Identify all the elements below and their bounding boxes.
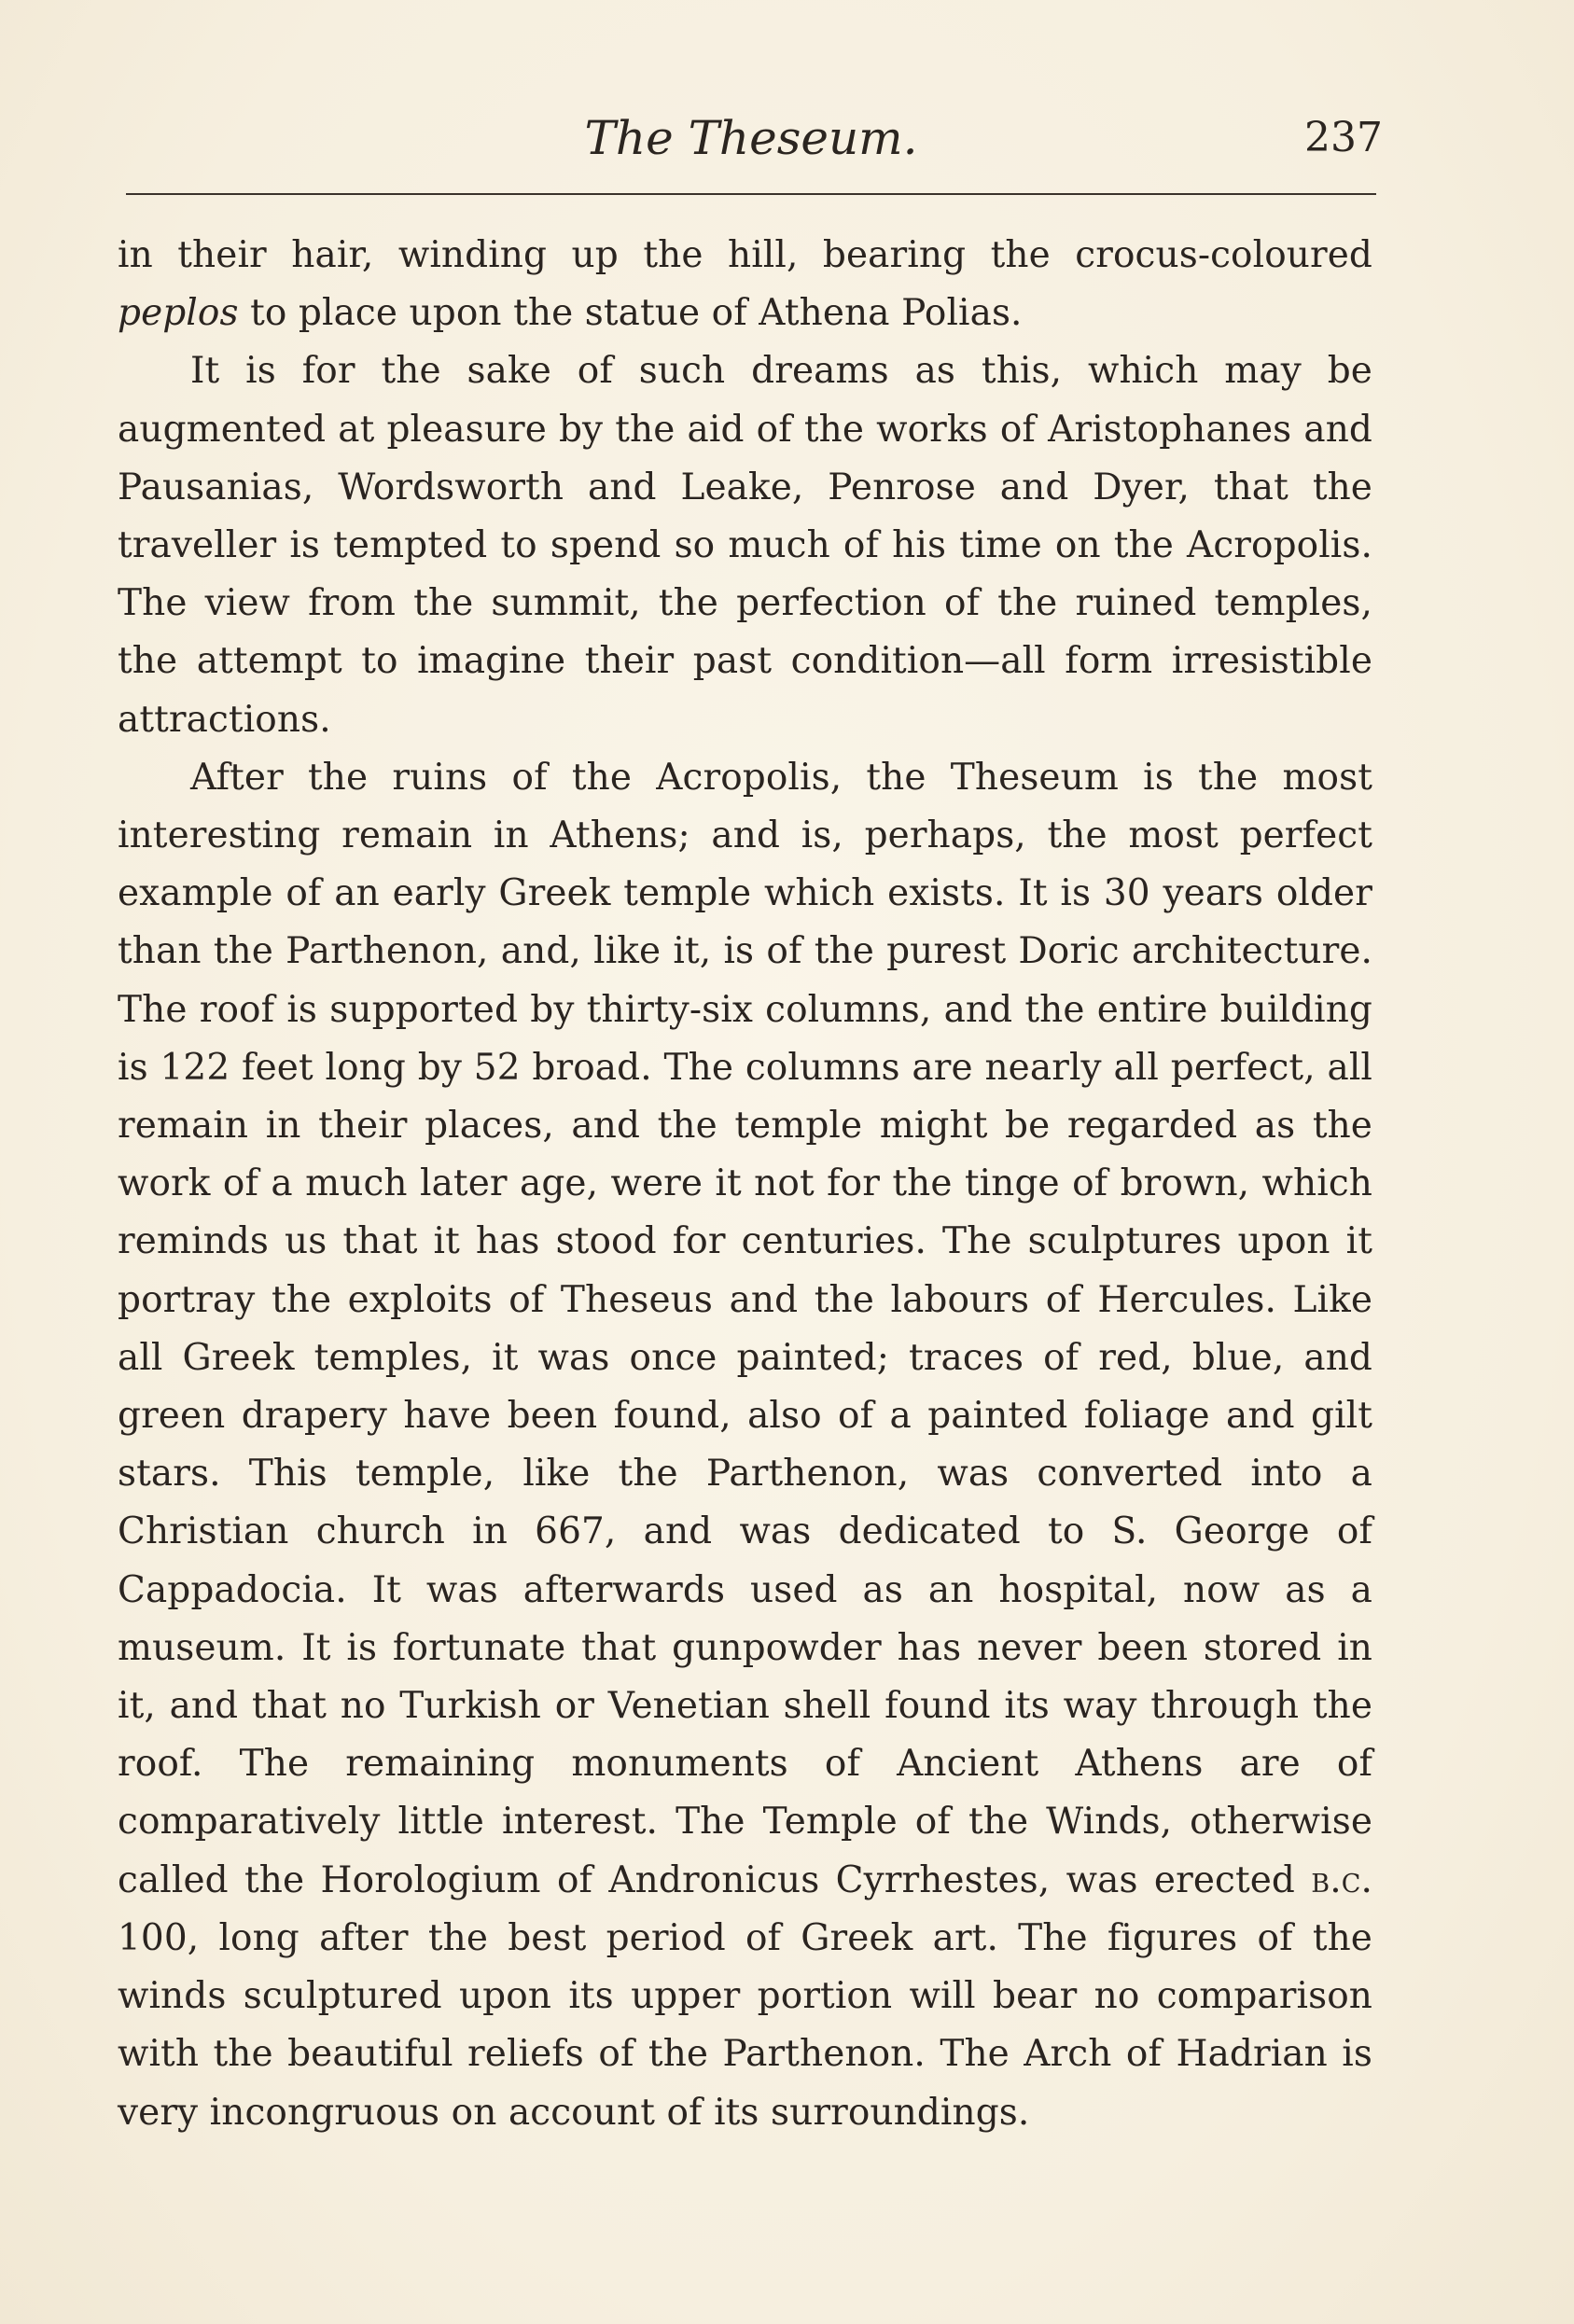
paragraph-2 bbox=[118, 342, 1372, 748]
running-title: The Theseum. bbox=[584, 111, 918, 165]
paragraph-3 bbox=[118, 749, 1372, 2142]
page-number: 237 bbox=[1304, 114, 1383, 161]
header-rule bbox=[126, 193, 1376, 195]
paragraph-1 bbox=[118, 227, 1372, 342]
paragraph-3-smallcaps-bc: b.c. bbox=[1311, 1858, 1372, 1901]
page-header bbox=[119, 110, 1383, 175]
paragraph-1-text-b: to place upon the statue of Athena Polias. bbox=[238, 292, 1023, 335]
paragraph-3-text-b: 100, long after the best period of Greek art. The figures of the winds sculptured upon its upper portion will bear no comparison with the beautiful reliefs of the Parthenon. The Arch of Hadrian is very incongruous on account of its surroundings. bbox=[118, 1916, 1372, 2134]
paragraph-1-italic-peplos: peplos bbox=[118, 292, 239, 335]
paragraph-3-text-a: After the ruins of the Acropolis, the Theseum is the most interesting remain in Athens; and is, perhaps, the most perfect example of an early Greek temple which exists. It is 30 years older than the Parthenon, and, like it, is of the purest Doric architecture. The roof is supported by thirty-six columns, and the entire building is 122 feet long by 52 broad. The columns are nearly all perfect, all remain in their places, and the temple might be regarded as the work of a much later age, were it not for the tinge of brown, which reminds us that it has stood for centuries. The sculptures upon it portray the exploits of Theseus and the labours of Hercules. Like all Greek temples, it was once painted; traces of red, blue, and green drapery have been found, also of a painted foliage and gilt stars. This temple, like the Parthenon, was converted into a Christian church in 667, and was dedicated to S. George of Cappadocia. It was afterwards used as an hospital, now as a museum. It is fortunate that gunpowder has never been stored in it, and that no Turkish or Venetian shell found its way through the roof. The remaining monuments of Ancient Athens are of comparatively little interest. The Temple of the Winds, otherwise called the Horologium of Andronicus Cyrrhestes, was erected bbox=[118, 756, 1372, 1901]
paragraph-1-text-a: in their hair, winding up the hill, bearing the crocus-coloured bbox=[118, 234, 1372, 276]
body-text bbox=[118, 227, 1372, 2142]
paragraph-2-text: It is for the sake of such dreams as this, which may be augmented at pleasure by the aid of the works of Aristophanes and Pausanias, Wordsworth and Leake, Penrose and Dyer, that the traveller is tempted to spend so much of his time on the Acropolis. The view from the summit, the perfection of the ruined temples, the attempt to imagine their past condition—all form irresistible attractions. bbox=[118, 350, 1372, 741]
